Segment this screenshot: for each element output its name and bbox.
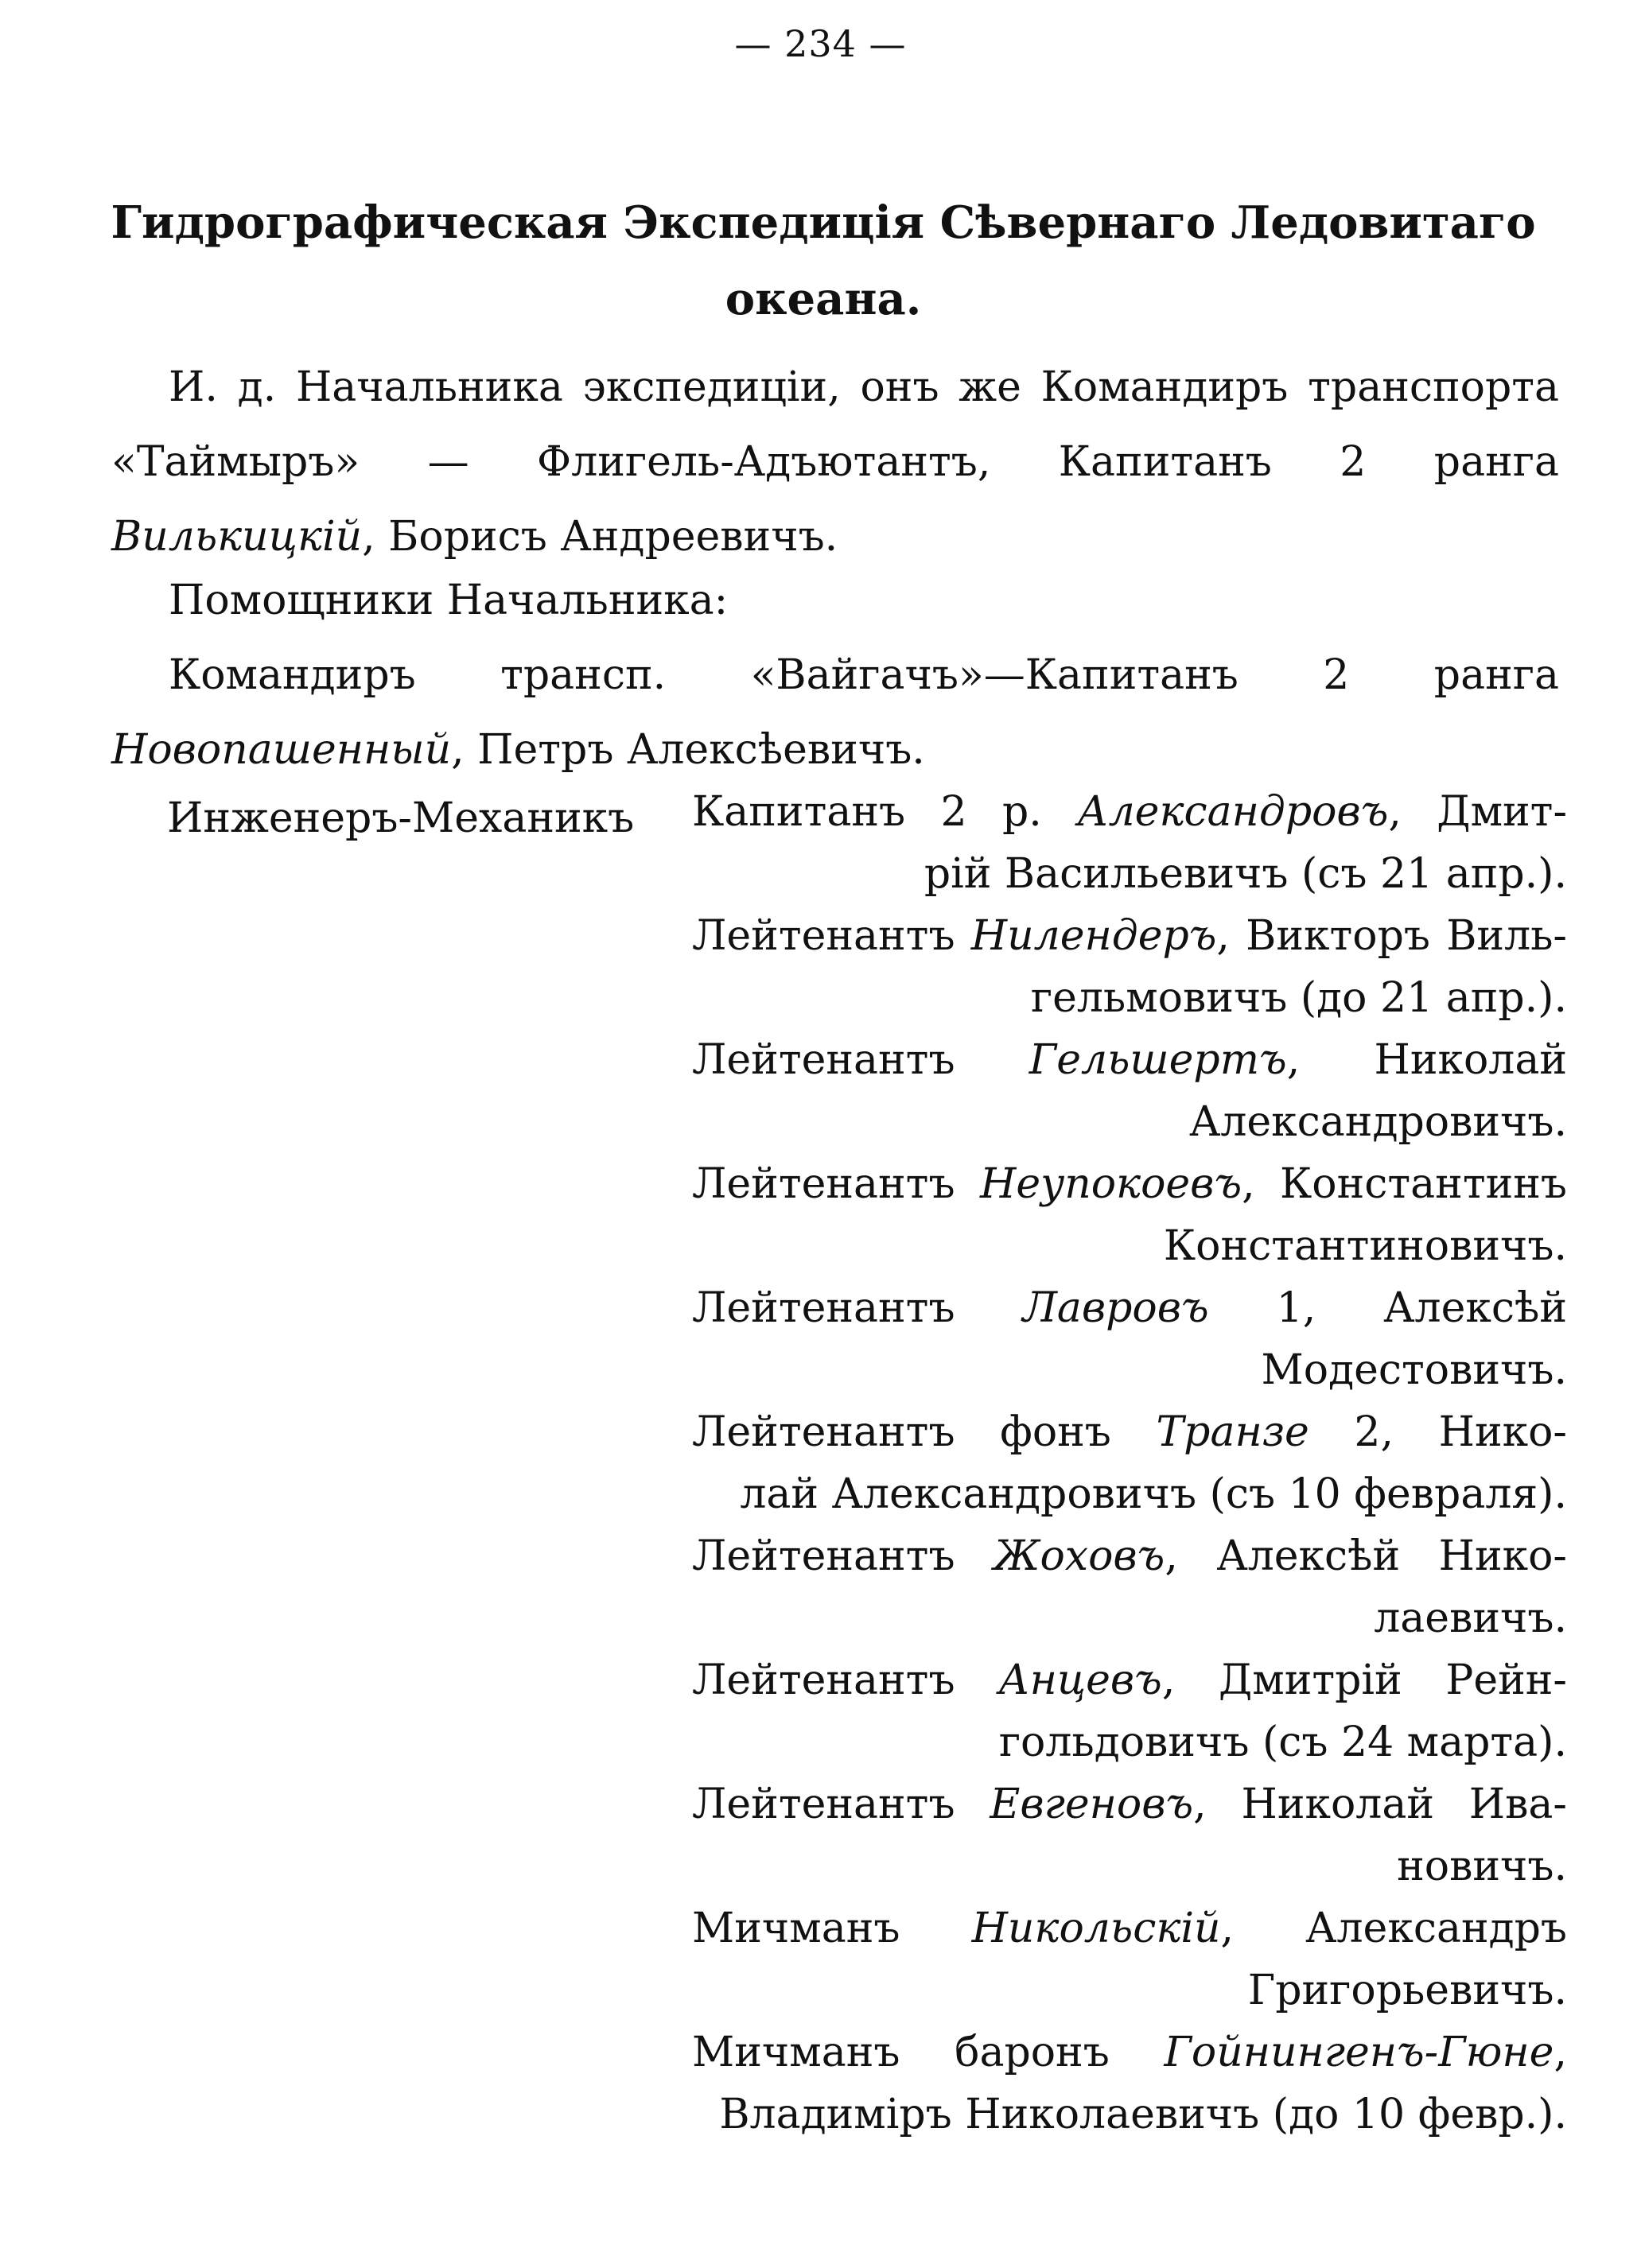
assistants-paragraph	[111, 638, 1559, 787]
entry-post: , Николай	[1286, 1036, 1567, 1084]
entry-post: , Дмит-	[1388, 788, 1568, 836]
list-item	[692, 1277, 1567, 1401]
entry-first-line	[692, 1401, 1567, 1463]
entry-name: Транзе	[1156, 1408, 1309, 1456]
entry-post: , Александръ	[1220, 1905, 1567, 1952]
entry-continuation: рій Васильевичъ (съ 21 апр.).	[924, 850, 1567, 898]
entry-continuation: Модестовичъ.	[1261, 1346, 1567, 1394]
entry-name: Лавровъ	[1022, 1284, 1209, 1332]
assistants-name: Новопашенный	[111, 726, 452, 774]
entry-name: Жоховъ	[994, 1532, 1165, 1580]
entry-pre: Лейтенантъ	[692, 1036, 1029, 1084]
entry-first-line	[692, 1649, 1567, 1711]
entry-name: Гойнингенъ-Гюне	[1164, 2029, 1554, 2076]
engineer-label: Инженеръ-Механикъ	[167, 794, 635, 842]
list-item	[692, 1897, 1567, 2021]
list-item	[692, 1029, 1567, 1153]
head-text-pre: И. д. Начальника экспедиціи, онъ же Командиръ транспорта «Таймыръ» — Флигель-Адъютантъ, Капитанъ 2 ранга	[111, 363, 1559, 486]
entry-name: Анцевъ	[998, 1656, 1162, 1704]
assistants-text-pre: Командиръ трансп. «Вайгачъ»—Капитанъ 2 ранга	[169, 651, 1559, 699]
entry-post: , Дмитрій Рейн-	[1161, 1656, 1567, 1704]
entry-continuation: Григорьевичъ.	[1247, 1967, 1567, 2014]
entry-name: Неупокоевъ	[979, 1160, 1242, 1208]
list-item	[692, 2021, 1567, 2146]
entries-list	[692, 781, 1567, 2146]
entry-first-line	[692, 1525, 1567, 1587]
entry-continuation: лаевичъ.	[1374, 1594, 1567, 1642]
assistants-text-post: , Петръ Алексѣевичъ.	[451, 726, 925, 774]
list-item	[692, 905, 1567, 1029]
entry-pre: Лейтенантъ	[692, 1532, 994, 1580]
entry-continuation: гольдовичъ (съ 24 марта).	[998, 1718, 1567, 1766]
entry-post: 1, Алексѣй	[1208, 1284, 1567, 1332]
entry-pre: Лейтенантъ фонъ	[692, 1408, 1157, 1456]
head-name: Вилькицкій	[111, 513, 363, 561]
entry-pre: Лейтенантъ	[692, 1284, 1023, 1332]
entry-continuation: лай Александровичъ (съ 10 февраля).	[740, 1470, 1567, 1518]
entry-pre: Лейтенантъ	[692, 1781, 990, 1828]
entry-post: , Николай Ива-	[1193, 1781, 1567, 1828]
head-text-post: , Борисъ Андреевичъ.	[362, 513, 838, 561]
page-number: — 234 —	[734, 22, 907, 65]
entry-continuation: гельмовичъ (до 21 апр.).	[1030, 974, 1567, 1022]
section-title: Гидрографическая Экспедиція Сѣвернаго Ледовитаго океана.	[111, 196, 1536, 325]
entry-first-line	[692, 905, 1567, 967]
list-item	[692, 1153, 1567, 1277]
entry-first-line	[692, 781, 1567, 843]
entry-first-line	[692, 1773, 1567, 1835]
entry-post: ,	[1554, 2029, 1567, 2076]
entry-continuation: Александровичъ.	[1188, 1098, 1567, 1146]
list-item	[692, 1401, 1567, 1525]
head-paragraph	[111, 350, 1559, 574]
entry-first-line	[692, 1153, 1567, 1215]
entry-post: , Алексѣй Нико-	[1165, 1532, 1567, 1580]
entry-continuation: Константиновичъ.	[1163, 1222, 1567, 1270]
entry-pre: Лейтенантъ	[692, 1656, 999, 1704]
list-item	[692, 781, 1567, 905]
entry-name: Гельшертъ	[1029, 1036, 1287, 1084]
entry-first-line	[692, 1277, 1567, 1339]
entry-name: Нилендеръ	[970, 912, 1217, 960]
entry-continuation: новичъ.	[1397, 1843, 1567, 1890]
list-item	[692, 1649, 1567, 1773]
entry-first-line	[692, 1897, 1567, 1959]
list-item	[692, 1773, 1567, 1897]
entry-first-line	[692, 1029, 1567, 1091]
entry-name: Евгеновъ	[990, 1781, 1194, 1828]
entry-post: , Константинъ	[1242, 1160, 1567, 1208]
entry-name: Александровъ	[1077, 788, 1389, 836]
entry-pre: Капитанъ 2 р.	[692, 788, 1078, 836]
assistants-heading: Помощники Начальника:	[169, 577, 729, 624]
entry-continuation: Владиміръ Николаевичъ (до 10 февр.).	[719, 2091, 1567, 2138]
entry-pre: Лейтенантъ	[692, 1160, 980, 1208]
entry-pre: Мичманъ	[692, 1905, 972, 1952]
list-item	[692, 1525, 1567, 1649]
entry-name: Никольскій	[971, 1905, 1221, 1952]
entry-post: , Викторъ Виль-	[1216, 912, 1567, 960]
entry-pre: Мичманъ баронъ	[692, 2029, 1165, 2076]
entry-first-line	[692, 2021, 1567, 2084]
entry-post: 2, Нико-	[1309, 1408, 1567, 1456]
entry-pre: Лейтенантъ	[692, 912, 971, 960]
